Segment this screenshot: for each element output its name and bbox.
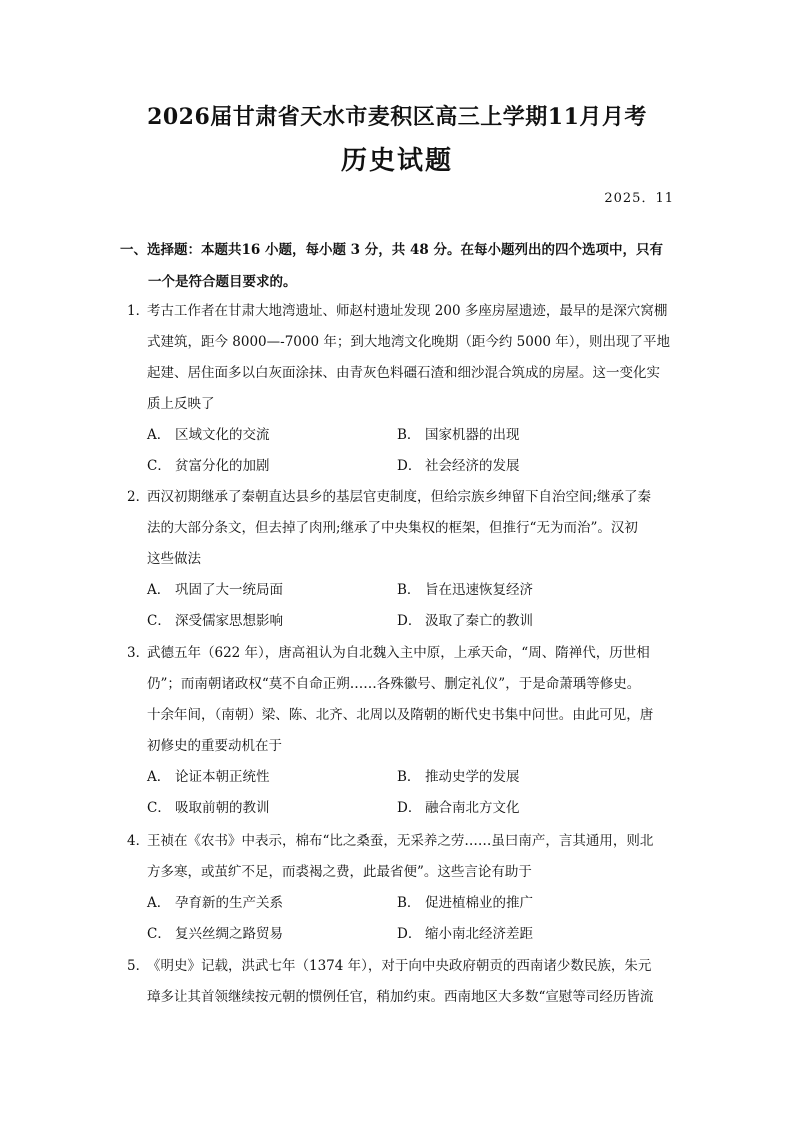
stem-line: 西汉初期继承了秦朝直达县乡的基层官吏制度，但给宗族乡绅留下自治空间;继承了秦 (147, 489, 652, 505)
stem-line: 法的大部分条文，但去掉了肉刑;继承了中央集权的框架，但推行“无为而治”。汉初 (147, 520, 638, 536)
stem-line: 武德五年（622 年），唐高祖认为自北魏入主中原，上承天命，“周、隋禅代，历世相 (147, 645, 650, 661)
section-heading-line1: 一、选择题：本题共16 小题，每小题 3 分，共 48 分。在每小题列出的四个选项中，只有 (120, 242, 663, 258)
options-row (127, 606, 687, 637)
stem-line: 考古工作者在甘肃大地湾遗址、师赵村遗址发现 200 多座房屋遗迹，最早的是深穴窝棚 (147, 303, 668, 319)
option-d[interactable]: D． 汲取了秦亡的教训 (397, 613, 533, 629)
option-d[interactable]: D． 融合南北方文化 (397, 800, 520, 816)
stem-line: 质上反映了 (147, 396, 215, 412)
question-stem (127, 482, 687, 575)
question-stem (127, 826, 687, 888)
stem-line: 十余年间，（南朝）梁、陈、北齐、北周以及隋朝的断代史书集中问世。由此可见，唐 (147, 707, 654, 723)
option-b[interactable]: B． 旨在迅速恢复经济 (397, 582, 533, 598)
options-row (127, 762, 687, 793)
option-c[interactable]: C． 深受儒家思想影响 (147, 613, 283, 629)
section-heading (120, 234, 680, 298)
option-a[interactable]: A． 论证本朝正统性 (147, 769, 270, 785)
section-heading-line2: 一个是符合题目要求的。 (148, 274, 297, 290)
option-c[interactable]: C． 贫富分化的加剧 (147, 458, 270, 474)
stem-line: 璋多让其首领继续按元朝的惯例任官，稍加约束。西南地区大多数“宣慰等司经历皆流 (147, 989, 654, 1005)
options-row (127, 888, 687, 919)
question-number: 4． (127, 833, 150, 849)
option-c[interactable]: C． 复兴丝绸之路贸易 (147, 926, 283, 942)
options-row (127, 420, 687, 451)
exam-date: 2025．11 (604, 191, 674, 206)
question-stem (127, 638, 687, 762)
question-number: 5． (127, 958, 150, 974)
question-stem (127, 951, 687, 1013)
options-row (127, 451, 687, 482)
option-d[interactable]: D． 社会经济的发展 (397, 458, 520, 474)
stem-line: 《明史》记载，洪武七年（1374 年），对于向中央政府朝贡的西南诸少数民族，朱元 (147, 958, 652, 974)
stem-line: 初修史的重要动机在于 (147, 738, 282, 754)
stem-line: 王祯在《农书》中表示，棉布“比之桑蚕，无采养之劳……虽曰南产，言其通用，则北 (147, 833, 654, 849)
exam-title: 2026届甘肃省天水市麦积区高三上学期11月月考 (147, 104, 647, 130)
question-1 (127, 296, 687, 482)
option-c[interactable]: C． 吸取前朝的教训 (147, 800, 270, 816)
option-a[interactable]: A． 区域文化的交流 (147, 427, 270, 443)
options-row (127, 793, 687, 824)
option-b[interactable]: B． 推动史学的发展 (397, 769, 520, 785)
stem-line: 仍”；而南朝诸政权“莫不自命正朔……各殊徽号、删定礼仪”，于是命萧瑀等修史。 (147, 676, 641, 692)
option-b[interactable]: B． 国家机器的出现 (397, 427, 520, 443)
question-2 (127, 482, 687, 637)
option-a[interactable]: A． 孕育新的生产关系 (147, 895, 283, 911)
options-row (127, 575, 687, 606)
options-row (127, 919, 687, 950)
stem-line: 方多寒，或茧纩不足，而裘褐之费，此最省便”。这些言论有助于 (147, 864, 532, 880)
question-stem (127, 296, 687, 420)
question-4 (127, 826, 687, 950)
question-5 (127, 951, 687, 1013)
question-number: 3． (127, 645, 150, 661)
question-number: 2． (127, 489, 150, 505)
stem-line: 这些做法 (147, 551, 201, 567)
stem-line: 起建、居住面多以白灰面涂抹、由青灰色料礓石渣和细沙混合筑成的房屋。这一变化实 (147, 365, 660, 381)
option-d[interactable]: D． 缩小南北经济差距 (397, 926, 533, 942)
option-b[interactable]: B． 促进植棉业的推广 (397, 895, 533, 911)
option-a[interactable]: A． 巩固了大一统局面 (147, 582, 283, 598)
question-3 (127, 638, 687, 824)
stem-line: 式建筑，距今 8000—-7000 年；到大地湾文化晚期（距今约 5000 年），则出现了平地 (147, 334, 671, 350)
exam-subject: 历史试题 (340, 146, 453, 176)
question-number: 1． (127, 303, 150, 319)
